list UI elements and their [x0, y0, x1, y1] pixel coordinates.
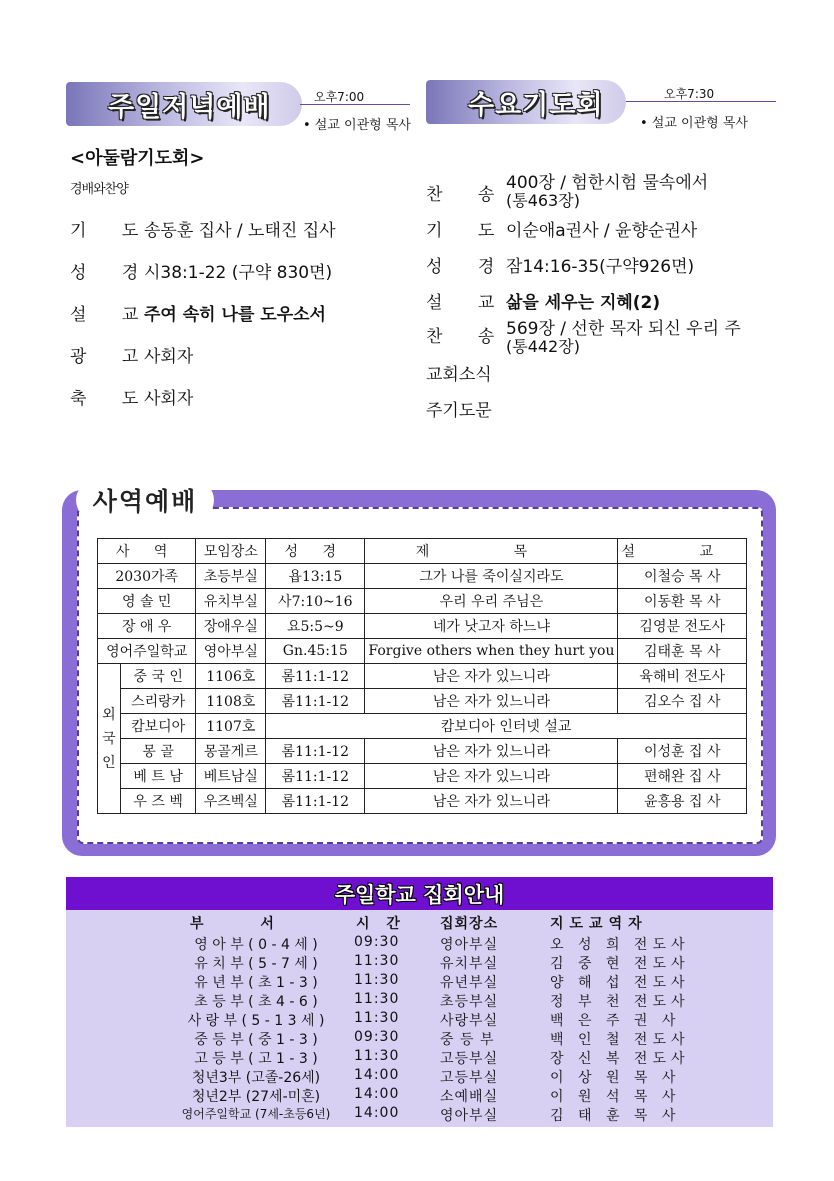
wed-hymn2-label: 찬 송	[426, 327, 495, 347]
school-leader: 이 상 원 목 사	[550, 1070, 681, 1086]
wednesday-title: 수요기도회	[468, 89, 604, 121]
ministry-place: 1107호	[196, 714, 266, 739]
ministry-topic: 캄보디아 인터넷 설교	[266, 714, 747, 739]
evening-subtitle: <아둘람기도회>	[70, 148, 205, 169]
table-row	[98, 589, 747, 614]
ministry-preacher: 편해완 집 사	[618, 764, 747, 789]
ministry-topic: 남은 자가 있느니라	[365, 689, 618, 714]
wed-hymn1-line1: 400장 / 험한시험 물속에서	[506, 173, 709, 193]
ministry-title-tab	[76, 480, 214, 520]
ministry-topic: 남은 자가 있느니라	[365, 664, 618, 689]
wed-news: 교회소식	[426, 365, 492, 385]
wed-prayer-label: 기 도	[426, 221, 495, 241]
school-dept: 유 치 부 ( 5 - 7 세 )	[194, 956, 318, 972]
school-col-time: 시 간	[356, 916, 406, 932]
ministry-preacher: 이성훈 집 사	[618, 739, 747, 764]
ministry-place: 1106호	[196, 664, 266, 689]
table-row	[98, 764, 747, 789]
evening-item-label: 기 도	[70, 221, 139, 241]
wednesday-preacher: • 설교 이관형 목사	[640, 116, 748, 131]
foreign-group-label: 외국인	[98, 664, 121, 814]
school-place: 유년부실	[440, 975, 499, 991]
school-leader: 양 해 섭 전도사	[550, 975, 690, 991]
wed-hymn2-line1: 569장 / 선한 목자 되신 우리 주	[506, 319, 741, 339]
ministry-topic: 우리 우리 주님은	[365, 589, 618, 614]
school-leader: 김 중 현 전도사	[550, 956, 690, 972]
school-leader: 장 신 복 전도사	[550, 1051, 690, 1067]
school-place: 고등부실	[440, 1051, 499, 1067]
ministry-verse: 롬11:1-12	[266, 664, 365, 689]
school-place: 초등부실	[440, 994, 499, 1010]
school-time: 14:00	[354, 1086, 400, 1102]
ministry-name: 우 즈 벡	[120, 789, 196, 814]
wed-prayer: 이순애a권사 / 윤향순권사	[506, 221, 698, 241]
wed-hymn1-label: 찬 송	[426, 185, 495, 205]
school-dept: 고 등 부 ( 고 1 - 3 )	[194, 1051, 318, 1067]
school-place: 소예배실	[440, 1089, 499, 1105]
wednesday-time: 오후7:30	[664, 87, 715, 101]
ministry-preacher: 김오수 집 사	[618, 689, 747, 714]
ministry-place: 유치부실	[196, 589, 266, 614]
ministry-preacher: 이철승 목 사	[618, 564, 747, 589]
ministry-name: 베 트 남	[120, 764, 196, 789]
school-place: 중 등 부	[440, 1032, 495, 1048]
wed-scripture: 잠14:16-35(구약926면)	[506, 257, 695, 277]
sunday-school-title: 주일학교 집회안내	[334, 882, 505, 907]
school-time: 09:30	[354, 1029, 400, 1045]
school-leader: 정 부 천 전도사	[550, 994, 690, 1010]
evening-item-value: 사회자	[144, 347, 194, 367]
ministry-verse: Gn.45:15	[266, 639, 365, 664]
school-leader: 김 태 훈 목 사	[550, 1108, 681, 1124]
wed-hymn2-line2: (통442장)	[506, 337, 580, 356]
ministry-place: 초등부실	[196, 564, 266, 589]
school-col-place: 집회장소	[440, 916, 499, 932]
school-col-leader: 지도교역자	[550, 916, 648, 932]
table-row	[98, 789, 747, 814]
ministry-col-ministry: 사 역	[98, 539, 196, 564]
evening-item-value: 시38:1-22 (구약 830면)	[144, 263, 333, 283]
evening-header	[66, 82, 302, 126]
table-row	[98, 664, 747, 689]
ministry-topic: 그가 나를 죽이실지라도	[365, 564, 618, 589]
school-dept: 청년2부 (27세-미혼)	[191, 1089, 321, 1105]
evening-title: 주일저녁예배	[108, 91, 271, 123]
school-time: 14:00	[354, 1105, 400, 1121]
table-row	[98, 614, 747, 639]
table-row	[98, 689, 747, 714]
ministry-verse: 사7:10~16	[266, 589, 365, 614]
sunday-school-header	[66, 877, 773, 910]
school-place: 사랑부실	[440, 1013, 499, 1029]
school-time: 11:30	[354, 1010, 400, 1026]
ministry-col-topic: 제 목	[365, 539, 618, 564]
table-row	[98, 564, 747, 589]
table-row	[98, 714, 747, 739]
ministry-table	[97, 538, 747, 814]
ministry-place: 몽골게르	[196, 739, 266, 764]
ministry-name: 영어주일학교	[98, 639, 196, 664]
evening-item-value: 주여 속히 나를 도우소서	[144, 305, 326, 325]
wed-sermon: 삶을 세우는 지혜(2)	[506, 293, 661, 313]
ministry-verse: 롬11:1-12	[266, 764, 365, 789]
evening-preacher: • 설교 이관형 목사	[303, 118, 411, 133]
school-leader: 백 인 철 전도사	[550, 1032, 690, 1048]
school-dept: 유 년 부 ( 초 1 - 3 )	[194, 975, 318, 991]
ministry-name: 몽 골	[120, 739, 196, 764]
school-leader: 이 원 석 목 사	[550, 1089, 681, 1105]
ministry-preacher: 육해비 전도사	[618, 664, 747, 689]
school-place: 영아부실	[440, 937, 499, 953]
ministry-topic: 남은 자가 있느니라	[365, 764, 618, 789]
school-dept: 영 아 부 ( 0 - 4 세 )	[194, 937, 318, 953]
table-row	[98, 739, 747, 764]
school-place: 영아부실	[440, 1108, 499, 1124]
ministry-preacher: 윤흥용 집 사	[618, 789, 747, 814]
ministry-place: 1108호	[196, 689, 266, 714]
evening-time: 오후7:00	[314, 90, 365, 104]
sunday-school-panel	[66, 877, 773, 1127]
ministry-preacher: 김영분 전도사	[618, 614, 747, 639]
school-dept: 중 등 부 ( 중 1 - 3 )	[194, 1032, 318, 1048]
ministry-col-verse: 성 경	[266, 539, 365, 564]
school-place: 고등부실	[440, 1070, 499, 1086]
ministry-verse: 요5:5~9	[266, 614, 365, 639]
school-leader: 백 은 주 권 사	[550, 1013, 681, 1029]
ministry-verse: 롬11:1-12	[266, 689, 365, 714]
ministry-place: 우즈벡실	[196, 789, 266, 814]
evening-item-value: 송동훈 집사 / 노태진 집사	[144, 221, 336, 241]
ministry-place: 장애우실	[196, 614, 266, 639]
wednesday-divider	[626, 101, 776, 102]
school-time: 11:30	[354, 953, 400, 969]
ministry-name: 2030가족	[98, 564, 196, 589]
ministry-topic: 남은 자가 있느니라	[365, 739, 618, 764]
ministry-topic: 네가 낫고자 하느냐	[365, 614, 618, 639]
wed-hymn1-line2: (통463장)	[506, 191, 580, 210]
school-time: 11:30	[354, 991, 400, 1007]
school-time: 14:00	[354, 1067, 400, 1083]
ministry-verse: 롬11:1-12	[266, 789, 365, 814]
wednesday-header	[426, 80, 626, 124]
school-dept: 청년3부 (고졸-26세)	[191, 1070, 321, 1086]
ministry-name: 영 솔 민	[98, 589, 196, 614]
evening-item-label: 설 교	[70, 305, 139, 325]
ministry-place: 영아부실	[196, 639, 266, 664]
school-col-dept: 부 서	[190, 916, 280, 932]
ministry-preacher: 김태훈 목 사	[618, 639, 747, 664]
school-dept: 초 등 부 ( 초 4 - 6 )	[194, 994, 318, 1010]
school-time: 11:30	[354, 972, 400, 988]
ministry-col-place: 모임장소	[196, 539, 266, 564]
ministry-topic: 남은 자가 있느니라	[365, 789, 618, 814]
school-dept: 사 랑 부 ( 5 - 1 3 세 )	[187, 1013, 325, 1029]
ministry-name: 장 애 우	[98, 614, 196, 639]
evening-divider	[300, 104, 410, 105]
ministry-topic: Forgive others when they hurt you	[365, 639, 618, 664]
table-row	[98, 639, 747, 664]
ministry-verse: 욥13:15	[266, 564, 365, 589]
evening-item-label: 축 도	[70, 389, 139, 409]
ministry-place: 베트남실	[196, 764, 266, 789]
ministry-name: 스리랑카	[120, 689, 196, 714]
school-place: 유치부실	[440, 956, 499, 972]
evening-item-label: 성 경	[70, 263, 139, 283]
school-time: 09:30	[354, 934, 400, 950]
school-dept: 영어주일학교 (7세-초등6년)	[181, 1107, 331, 1121]
ministry-preacher: 이동환 목 사	[618, 589, 747, 614]
ministry-col-preacher: 설 교	[618, 539, 747, 564]
evening-note: 경배와찬양	[70, 182, 128, 197]
evening-item-value: 사회자	[144, 389, 194, 409]
school-leader: 오 성 희 전도사	[550, 937, 690, 953]
ministry-verse: 롬11:1-12	[266, 739, 365, 764]
wed-lords-prayer: 주기도문	[426, 401, 492, 421]
ministry-title: 사역예배	[92, 487, 198, 516]
school-time: 11:30	[354, 1048, 400, 1064]
ministry-name: 캄보디아	[120, 714, 196, 739]
ministry-name: 중 국 인	[120, 664, 196, 689]
wed-scripture-label: 성 경	[426, 257, 495, 277]
evening-item-label: 광 고	[70, 347, 139, 367]
wed-sermon-label: 설 교	[426, 293, 495, 313]
ministry-header-row	[98, 539, 747, 564]
